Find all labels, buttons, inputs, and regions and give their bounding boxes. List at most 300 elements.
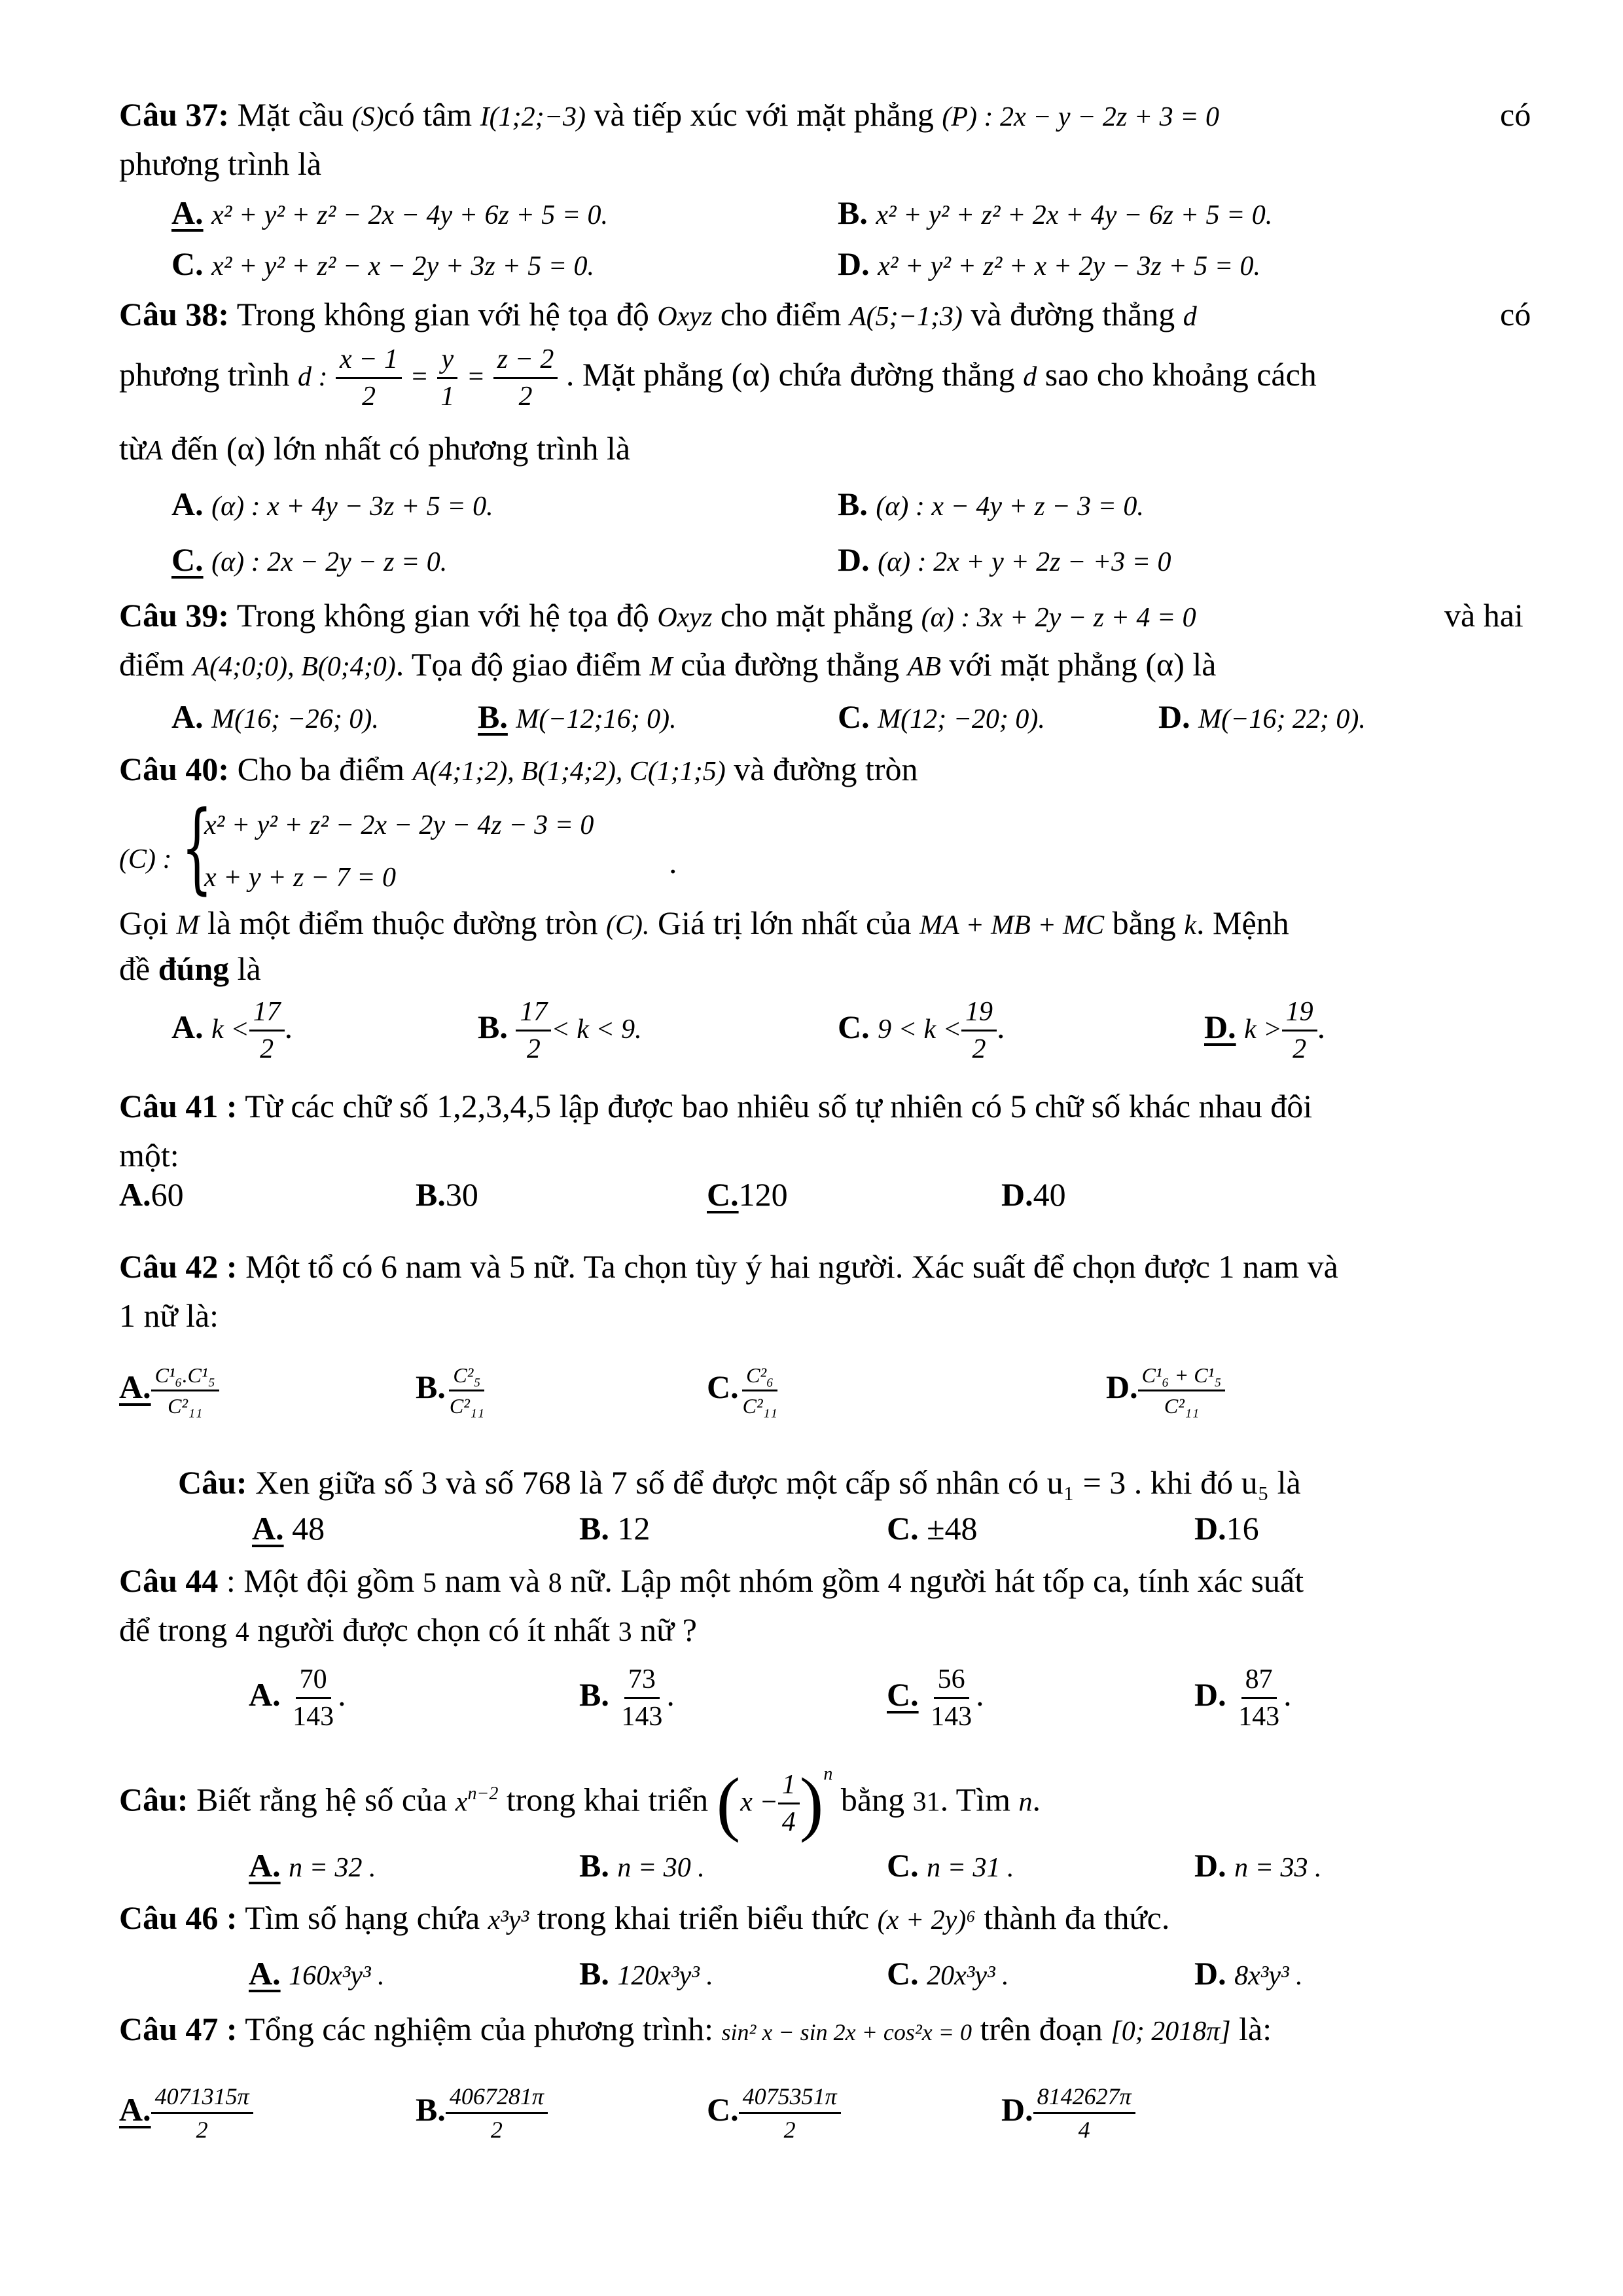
option-label: C.: [171, 541, 204, 578]
q45-text: trong khai triển: [506, 1781, 709, 1818]
q39-option-b[interactable]: [478, 700, 677, 733]
denominator: C²₁₁: [742, 1394, 777, 1418]
option-fraction: [249, 998, 285, 1063]
option-label: B.: [579, 1676, 609, 1713]
q38-text: phương trình: [119, 355, 290, 393]
q37-text: và tiếp xúc với mặt phẳng: [594, 96, 934, 133]
option-label: D.: [1194, 1955, 1226, 1992]
option-label: D.: [838, 541, 870, 578]
q38-text: cho điểm: [720, 296, 842, 332]
q38-label: Câu 38:: [119, 296, 230, 332]
q37-text: có tâm: [383, 96, 473, 133]
q41-line1: [119, 1090, 1312, 1122]
denominator: 4: [1078, 2117, 1090, 2143]
numerator: C²₆: [742, 1365, 777, 1391]
denominator: 143: [1238, 1702, 1280, 1732]
option-label: C.: [887, 1847, 919, 1884]
numerator: 70: [296, 1666, 331, 1699]
option-text: (α) : 2x − 2y − z = 0.: [211, 547, 448, 577]
q38-line3: [119, 432, 630, 465]
q44-label: Câu 44: [119, 1562, 219, 1599]
option-label: C.: [707, 1176, 739, 1213]
denominator: 143: [293, 1702, 334, 1732]
option-fraction: [1234, 1666, 1283, 1731]
q39-alpha: (α): [1145, 646, 1185, 683]
numerator: y: [437, 346, 457, 379]
option-fraction: [516, 998, 551, 1063]
option-label: D.: [1194, 1510, 1226, 1547]
q47-option-b[interactable]: [416, 2085, 548, 2142]
denominator: 1: [440, 382, 455, 412]
q38-system: Oxyz: [657, 302, 713, 332]
option-text: < k < 9.: [551, 1014, 642, 1045]
q41-option-d[interactable]: [1001, 1178, 1066, 1211]
q40-line4: [119, 952, 261, 985]
option-label: B.: [579, 1955, 609, 1992]
option-text: (α) : x − 4y + z − 3 = 0.: [876, 492, 1144, 522]
q45-label: Câu:: [119, 1781, 188, 1818]
q43-label: Câu:: [178, 1464, 247, 1501]
q40-sum: MA + MB + MC: [919, 910, 1105, 941]
q40-circle: (C).: [606, 910, 650, 941]
numerator: 17: [516, 998, 551, 1031]
q40-line3: [119, 906, 1289, 939]
q38-text: đến: [171, 430, 219, 467]
option-text: 120: [738, 1176, 788, 1213]
q38-alpha: (α): [226, 430, 266, 467]
option-text: 30: [445, 1176, 478, 1213]
option-text: x² + y² + z² − x − 2y + 3z + 5 = 0.: [211, 251, 595, 281]
q40-circle-label: (C) :: [119, 844, 172, 874]
paren-open: (: [716, 1763, 741, 1843]
q40-option-d[interactable]: [1204, 998, 1325, 1063]
q47-equation: sin² x − sin 2x + cos²x = 0: [721, 2019, 972, 2045]
option-text: M(16; −26; 0).: [211, 704, 379, 734]
q41-text: Từ các chữ số 1,2,3,4,5 lập được bao nhiêu số tự nhiên có 5 chữ số khác nhau đôi: [245, 1088, 1313, 1124]
q40-text: Giá trị lớn nhất của: [658, 905, 912, 941]
q46-option-b[interactable]: [579, 1957, 713, 1990]
option-label: A.: [249, 1955, 281, 1992]
numerator: C¹₆.C¹₅: [151, 1365, 219, 1391]
q46-text: Tìm số hạng chứa: [245, 1899, 480, 1936]
system-brace: {: [181, 791, 213, 905]
paren-close: ): [799, 1763, 824, 1843]
numerator: z − 2: [493, 346, 558, 379]
denominator: 2: [526, 1034, 541, 1064]
q44-option-d[interactable]: [1194, 1666, 1292, 1731]
q46-option-c[interactable]: [887, 1957, 1009, 1990]
option-label: D.: [1158, 698, 1190, 735]
q44-number: 4: [235, 1617, 249, 1647]
q45-text: Biết rằng hệ số của: [196, 1781, 448, 1818]
q43-text: Xen giữa số 3 và số 768 là 7 số để được một cấp số nhân có u₁ = 3 . khi đó u₅ là: [255, 1464, 1301, 1501]
q40-text: và đường tròn: [734, 751, 918, 787]
q37-line1: [119, 96, 1531, 133]
numerator: 8142627π: [1033, 2085, 1135, 2114]
option-label: C.: [887, 1676, 919, 1713]
q47-interval: [0; 2018π]: [1111, 2017, 1231, 2047]
option-label: C.: [838, 698, 870, 735]
option-label: A.: [171, 698, 204, 735]
q44-text: nam và: [444, 1562, 541, 1599]
q46-line1: [119, 1901, 1169, 1934]
q38-text: từ: [119, 430, 146, 467]
q44-option-a[interactable]: [249, 1666, 346, 1731]
q39-line2: [119, 648, 1217, 681]
option-text: (α) : 2x + y + 2z − +3 = 0: [878, 547, 1171, 577]
option-text: k >: [1244, 1014, 1282, 1045]
q44-text: người hát tốp ca, tính xác suất: [910, 1562, 1304, 1599]
option-text: (α) : x + 4y − 3z + 5 = 0.: [211, 492, 493, 522]
q46-option-a[interactable]: [249, 1957, 385, 1990]
denominator: 2: [361, 382, 376, 412]
q41-label: Câu 41 :: [119, 1088, 238, 1124]
option-label: B.: [478, 698, 508, 735]
equals: =: [410, 361, 429, 392]
q42-option-d[interactable]: [1106, 1365, 1225, 1416]
q39-text: Trong không gian với hệ tọa độ: [236, 597, 649, 634]
q38-text: lớn nhất có phương trình là: [273, 430, 631, 467]
option-label: B.: [838, 194, 868, 231]
denominator: C²₁₁: [449, 1394, 485, 1418]
q45-option-c[interactable]: [887, 1849, 1014, 1882]
q40-emphasis: đúng: [158, 950, 230, 987]
option-label: B.: [579, 1847, 609, 1884]
q45-option-d[interactable]: [1194, 1849, 1321, 1882]
q42-line2: 1 nữ là:: [119, 1297, 219, 1334]
q40-text: là một điểm thuộc đường tròn: [207, 905, 598, 941]
q42-option-c[interactable]: [707, 1365, 781, 1416]
q37-option-c[interactable]: [171, 247, 594, 280]
equals: =: [466, 361, 486, 392]
q44-number: 3: [618, 1617, 632, 1647]
q39-line1: [119, 597, 1524, 634]
q39-option-a[interactable]: [171, 700, 379, 733]
q38-text: . Mặt phẳng: [565, 355, 724, 393]
option-text: 48: [292, 1510, 325, 1547]
option-label: A.: [171, 1008, 204, 1045]
q44-text: người được chọn có ít nhất: [257, 1611, 611, 1648]
q46-text: thành đa thức.: [984, 1899, 1170, 1936]
q38-point: A(5;−1;3): [849, 302, 963, 332]
q39-point-m: M: [649, 652, 673, 682]
numerator: 19: [1282, 998, 1317, 1031]
q38-text: sao cho khoảng cách: [1044, 355, 1317, 393]
dot: .: [1283, 1676, 1292, 1713]
q39-text: điểm: [119, 646, 185, 683]
q39-plane: (α) : 3x + 2y − z + 4 = 0: [921, 603, 1196, 633]
option-label: D.: [1194, 1847, 1226, 1884]
q39-text: . Tọa độ giao điểm: [395, 646, 642, 683]
q45-n: n: [1018, 1787, 1033, 1818]
denominator: 4: [781, 1806, 796, 1837]
option-text: .: [284, 1008, 293, 1045]
q47-option-a[interactable]: [119, 2085, 253, 2142]
denominator: 2: [196, 2117, 208, 2143]
q38-option-d[interactable]: [838, 543, 1171, 576]
option-label: D.: [1001, 2090, 1033, 2128]
option-text: M(12; −20; 0).: [878, 704, 1045, 734]
option-text: n = 31 .: [927, 1853, 1014, 1883]
option-label: C.: [171, 245, 204, 282]
q39-text: với mặt phẳng: [949, 646, 1137, 683]
option-label: D.: [1106, 1368, 1138, 1405]
numerator: 4075351π: [739, 2085, 841, 2114]
q45-value: 31: [912, 1787, 940, 1818]
q45-line1: Câu: Biết rằng hệ số của $x^{n-2}$ trong khai triển (x − $\frac{1}{4}$ )$^n$ bằng 31. Tìm n.: [119, 1763, 1041, 1843]
option-text: n = 30 .: [617, 1853, 705, 1883]
option-fraction: [446, 1365, 488, 1416]
option-label: D.: [1194, 1676, 1226, 1713]
q39-option-d[interactable]: [1158, 700, 1366, 733]
q45-expr: x −: [740, 1787, 778, 1818]
denominator: 2: [490, 2117, 503, 2143]
q44-number: 8: [548, 1568, 562, 1598]
q43-option-c[interactable]: [887, 1512, 978, 1545]
option-text: 60: [151, 1176, 184, 1213]
denominator: 143: [621, 1702, 663, 1732]
q43-option-b[interactable]: [579, 1512, 650, 1545]
q39-label: Câu 39:: [119, 597, 230, 634]
option-fraction: [289, 1666, 338, 1731]
option-text: 8x³y³ .: [1234, 1961, 1303, 1991]
q40-label: Câu 40:: [119, 751, 230, 787]
option-fraction: [151, 2085, 253, 2142]
q38-fraction-z: [493, 346, 558, 410]
q40-option-a[interactable]: [171, 998, 293, 1063]
q45-text: . Tìm: [940, 1781, 1010, 1818]
q39-text: của đường thẳng: [681, 646, 900, 683]
option-text: n = 32 .: [289, 1853, 376, 1883]
q40-line1: [119, 753, 918, 785]
option-fraction: [617, 1666, 666, 1731]
option-label: C.: [887, 1955, 919, 1992]
q41-option-c[interactable]: [707, 1178, 788, 1211]
option-fraction: [739, 2085, 841, 2142]
option-label: A.: [252, 1510, 284, 1547]
denominator: 143: [931, 1702, 972, 1732]
option-fraction: [151, 1365, 219, 1416]
option-fraction: [446, 2085, 548, 2142]
q44-option-c[interactable]: [887, 1666, 984, 1731]
q37-option-b[interactable]: [838, 196, 1272, 229]
q44-number: 4: [887, 1568, 902, 1598]
q40-dot: .: [669, 844, 677, 880]
option-label: B.: [838, 486, 868, 522]
option-fraction: [927, 1666, 976, 1731]
numerator: C¹₆ + C¹₅: [1138, 1365, 1226, 1391]
denominator: 2: [260, 1034, 274, 1064]
q47-line1: [119, 2013, 1272, 2045]
q45-option-b[interactable]: [579, 1849, 705, 1882]
q42-text: Một tổ có 6 nam và 5 nữ. Ta chọn tùy ý hai người. Xác suất để chọn được 1 nam và: [245, 1248, 1338, 1285]
dot: .: [976, 1676, 984, 1713]
option-fraction: [1282, 998, 1317, 1063]
q38-line1: [119, 296, 1531, 332]
option-text: 12: [617, 1510, 651, 1547]
q37-option-a[interactable]: [171, 196, 608, 229]
q47-option-c[interactable]: [707, 2085, 841, 2142]
option-label: B.: [416, 1176, 446, 1213]
numerator: 56: [934, 1666, 969, 1699]
q40-equation-2: x + y + z − 7 = 0: [204, 863, 396, 893]
q47-label: Câu 47 :: [119, 2011, 238, 2047]
option-text: .: [1317, 1008, 1326, 1045]
option-label: D.: [838, 245, 870, 282]
option-label: B.: [416, 1368, 446, 1405]
q40-points: A(4;1;2), B(1;4;2), C(1;1;5): [412, 757, 726, 787]
q38-d-label: d :: [297, 361, 328, 392]
q44-text: : Một đội gồm: [226, 1562, 415, 1599]
numerator: 87: [1241, 1666, 1277, 1699]
q46-label: Câu 46 :: [119, 1899, 238, 1936]
option-label: C.: [707, 1368, 739, 1405]
numerator: C²₅: [449, 1365, 484, 1391]
q43-option-a[interactable]: [252, 1512, 325, 1545]
option-text: n = 33 .: [1234, 1853, 1322, 1883]
q41-option-b[interactable]: [416, 1178, 478, 1211]
denominator: C²₁₁: [1164, 1394, 1200, 1418]
numerator: 17: [249, 998, 285, 1031]
q39-option-c[interactable]: [838, 700, 1045, 733]
q37-option-d[interactable]: [838, 247, 1260, 280]
option-text: 9 < k <: [878, 1014, 961, 1045]
q40-text: bằng: [1112, 905, 1176, 941]
q45-power-n: n: [823, 1763, 833, 1784]
q44-option-b[interactable]: [579, 1666, 675, 1731]
q46-option-d[interactable]: [1194, 1957, 1303, 1990]
option-fraction: [1138, 1365, 1226, 1416]
option-text: x² + y² + z² − 2x − 4y + 6z + 5 = 0.: [211, 200, 609, 230]
q40-text: Cho ba điểm: [237, 751, 405, 787]
option-text: 16: [1226, 1510, 1259, 1547]
numerator: x − 1: [336, 346, 402, 379]
option-label: C.: [838, 1008, 870, 1045]
q38-text: và đường thẳng: [971, 296, 1175, 332]
q41-option-a[interactable]: [119, 1178, 184, 1211]
q46-expression: (x + 2y)⁶: [877, 1905, 976, 1935]
option-fraction: [961, 998, 997, 1063]
numerator: 73: [624, 1666, 660, 1699]
option-text: .: [996, 1008, 1005, 1045]
q40-equation-1: x² + y² + z² − 2x − 2y − 4z − 3 = 0: [204, 810, 594, 840]
q38-fraction-y: [437, 346, 458, 410]
denominator: 2: [1293, 1034, 1307, 1064]
q37-plane: (P) : 2x − y − 2z + 3 = 0: [942, 102, 1219, 132]
option-text: x² + y² + z² + 2x + 4y − 6z + 5 = 0.: [876, 200, 1273, 230]
option-text: M(−16; 22; 0).: [1198, 704, 1366, 734]
q37-line2: phương trình là: [119, 145, 322, 182]
option-label: A.: [171, 194, 204, 231]
q39-text: cho mặt phẳng: [720, 597, 914, 634]
q37-text: có: [1500, 96, 1531, 133]
numerator: 4067281π: [446, 2085, 548, 2114]
q44-line2: [119, 1613, 697, 1646]
q40-k: k: [1184, 910, 1197, 941]
option-fraction: [1033, 2085, 1135, 2142]
q39-text: và hai: [1444, 597, 1524, 634]
q38-point-a: A: [146, 436, 163, 466]
numerator: 1: [778, 1771, 800, 1804]
q38-alpha: (α): [731, 355, 771, 393]
q38-text: chứa đường thẳng: [778, 355, 1015, 393]
q45-option-a[interactable]: [249, 1849, 376, 1882]
option-text: ±48: [927, 1510, 978, 1547]
option-label: A.: [119, 1176, 151, 1213]
q40-option-c[interactable]: [838, 998, 1005, 1063]
q38-line-d: d: [1023, 361, 1037, 392]
q38-option-c[interactable]: [171, 543, 447, 576]
option-text: x² + y² + z² + x + 2y − 3z + 5 = 0.: [878, 251, 1261, 281]
option-text: 160x³y³ .: [289, 1961, 385, 1991]
option-label: A.: [249, 1676, 281, 1713]
q40-option-b[interactable]: [478, 998, 642, 1063]
option-text: 120x³y³ .: [617, 1961, 713, 1991]
denominator: 2: [972, 1034, 986, 1064]
q40-text: đề: [119, 950, 151, 987]
q38-line2: [119, 346, 1317, 410]
option-label: B.: [478, 1008, 508, 1045]
option-label: A.: [119, 2090, 151, 2128]
option-label: C.: [887, 1510, 919, 1547]
q42-option-a[interactable]: [119, 1365, 219, 1416]
q37-label: Câu 37:: [119, 96, 230, 133]
dot: .: [338, 1676, 346, 1713]
option-label: A.: [249, 1847, 281, 1884]
q47-text: Tổng các nghiệm của phương trình:: [245, 2011, 714, 2047]
q38-text: Trong không gian với hệ tọa độ: [236, 296, 649, 332]
q37-text: Mặt cầu: [237, 96, 344, 133]
q44-line1: [119, 1564, 1304, 1597]
q38-text: có: [1500, 296, 1531, 332]
q39-text: là: [1192, 646, 1217, 683]
q40-text: . Mệnh: [1196, 905, 1289, 941]
option-label: B.: [416, 2090, 446, 2128]
q45-fraction: [778, 1771, 800, 1836]
q47-option-d[interactable]: [1001, 2085, 1135, 2142]
q38-line-d: d: [1183, 302, 1197, 332]
dot: .: [666, 1676, 675, 1713]
q42-option-b[interactable]: [416, 1365, 488, 1416]
q46-term: x³y³: [488, 1905, 529, 1935]
q43-line1: [178, 1466, 1301, 1499]
option-label: C.: [707, 2090, 739, 2128]
option-label: B.: [579, 1510, 609, 1547]
option-text: k <: [211, 1014, 249, 1045]
option-text: 20x³y³ .: [927, 1961, 1009, 1991]
q38-fraction-x: [336, 346, 402, 410]
q47-text: trên đoạn: [980, 2011, 1103, 2047]
denominator: C²₁₁: [168, 1394, 203, 1418]
numerator: 19: [961, 998, 997, 1031]
option-label: D.: [1204, 1008, 1236, 1045]
option-label: A.: [119, 1368, 151, 1405]
q38-option-b[interactable]: [838, 488, 1144, 520]
option-label: D.: [1001, 1176, 1033, 1213]
q37-sphere: (S): [351, 102, 384, 132]
q38-option-a[interactable]: [171, 488, 493, 520]
option-text: 40: [1033, 1176, 1066, 1213]
q39-points: A(4;0;0), B(0;4;0): [192, 652, 396, 682]
q46-text: trong khai triển biểu thức: [537, 1899, 870, 1936]
q44-number: 5: [422, 1568, 437, 1598]
q42-line1: [119, 1250, 1338, 1283]
option-label: A.: [171, 486, 204, 522]
q45-exponent: n−2: [467, 1783, 499, 1804]
q37-center: I(1;2;−3): [480, 102, 586, 132]
q40-text: là: [237, 950, 261, 987]
q43-option-d[interactable]: [1194, 1512, 1259, 1545]
